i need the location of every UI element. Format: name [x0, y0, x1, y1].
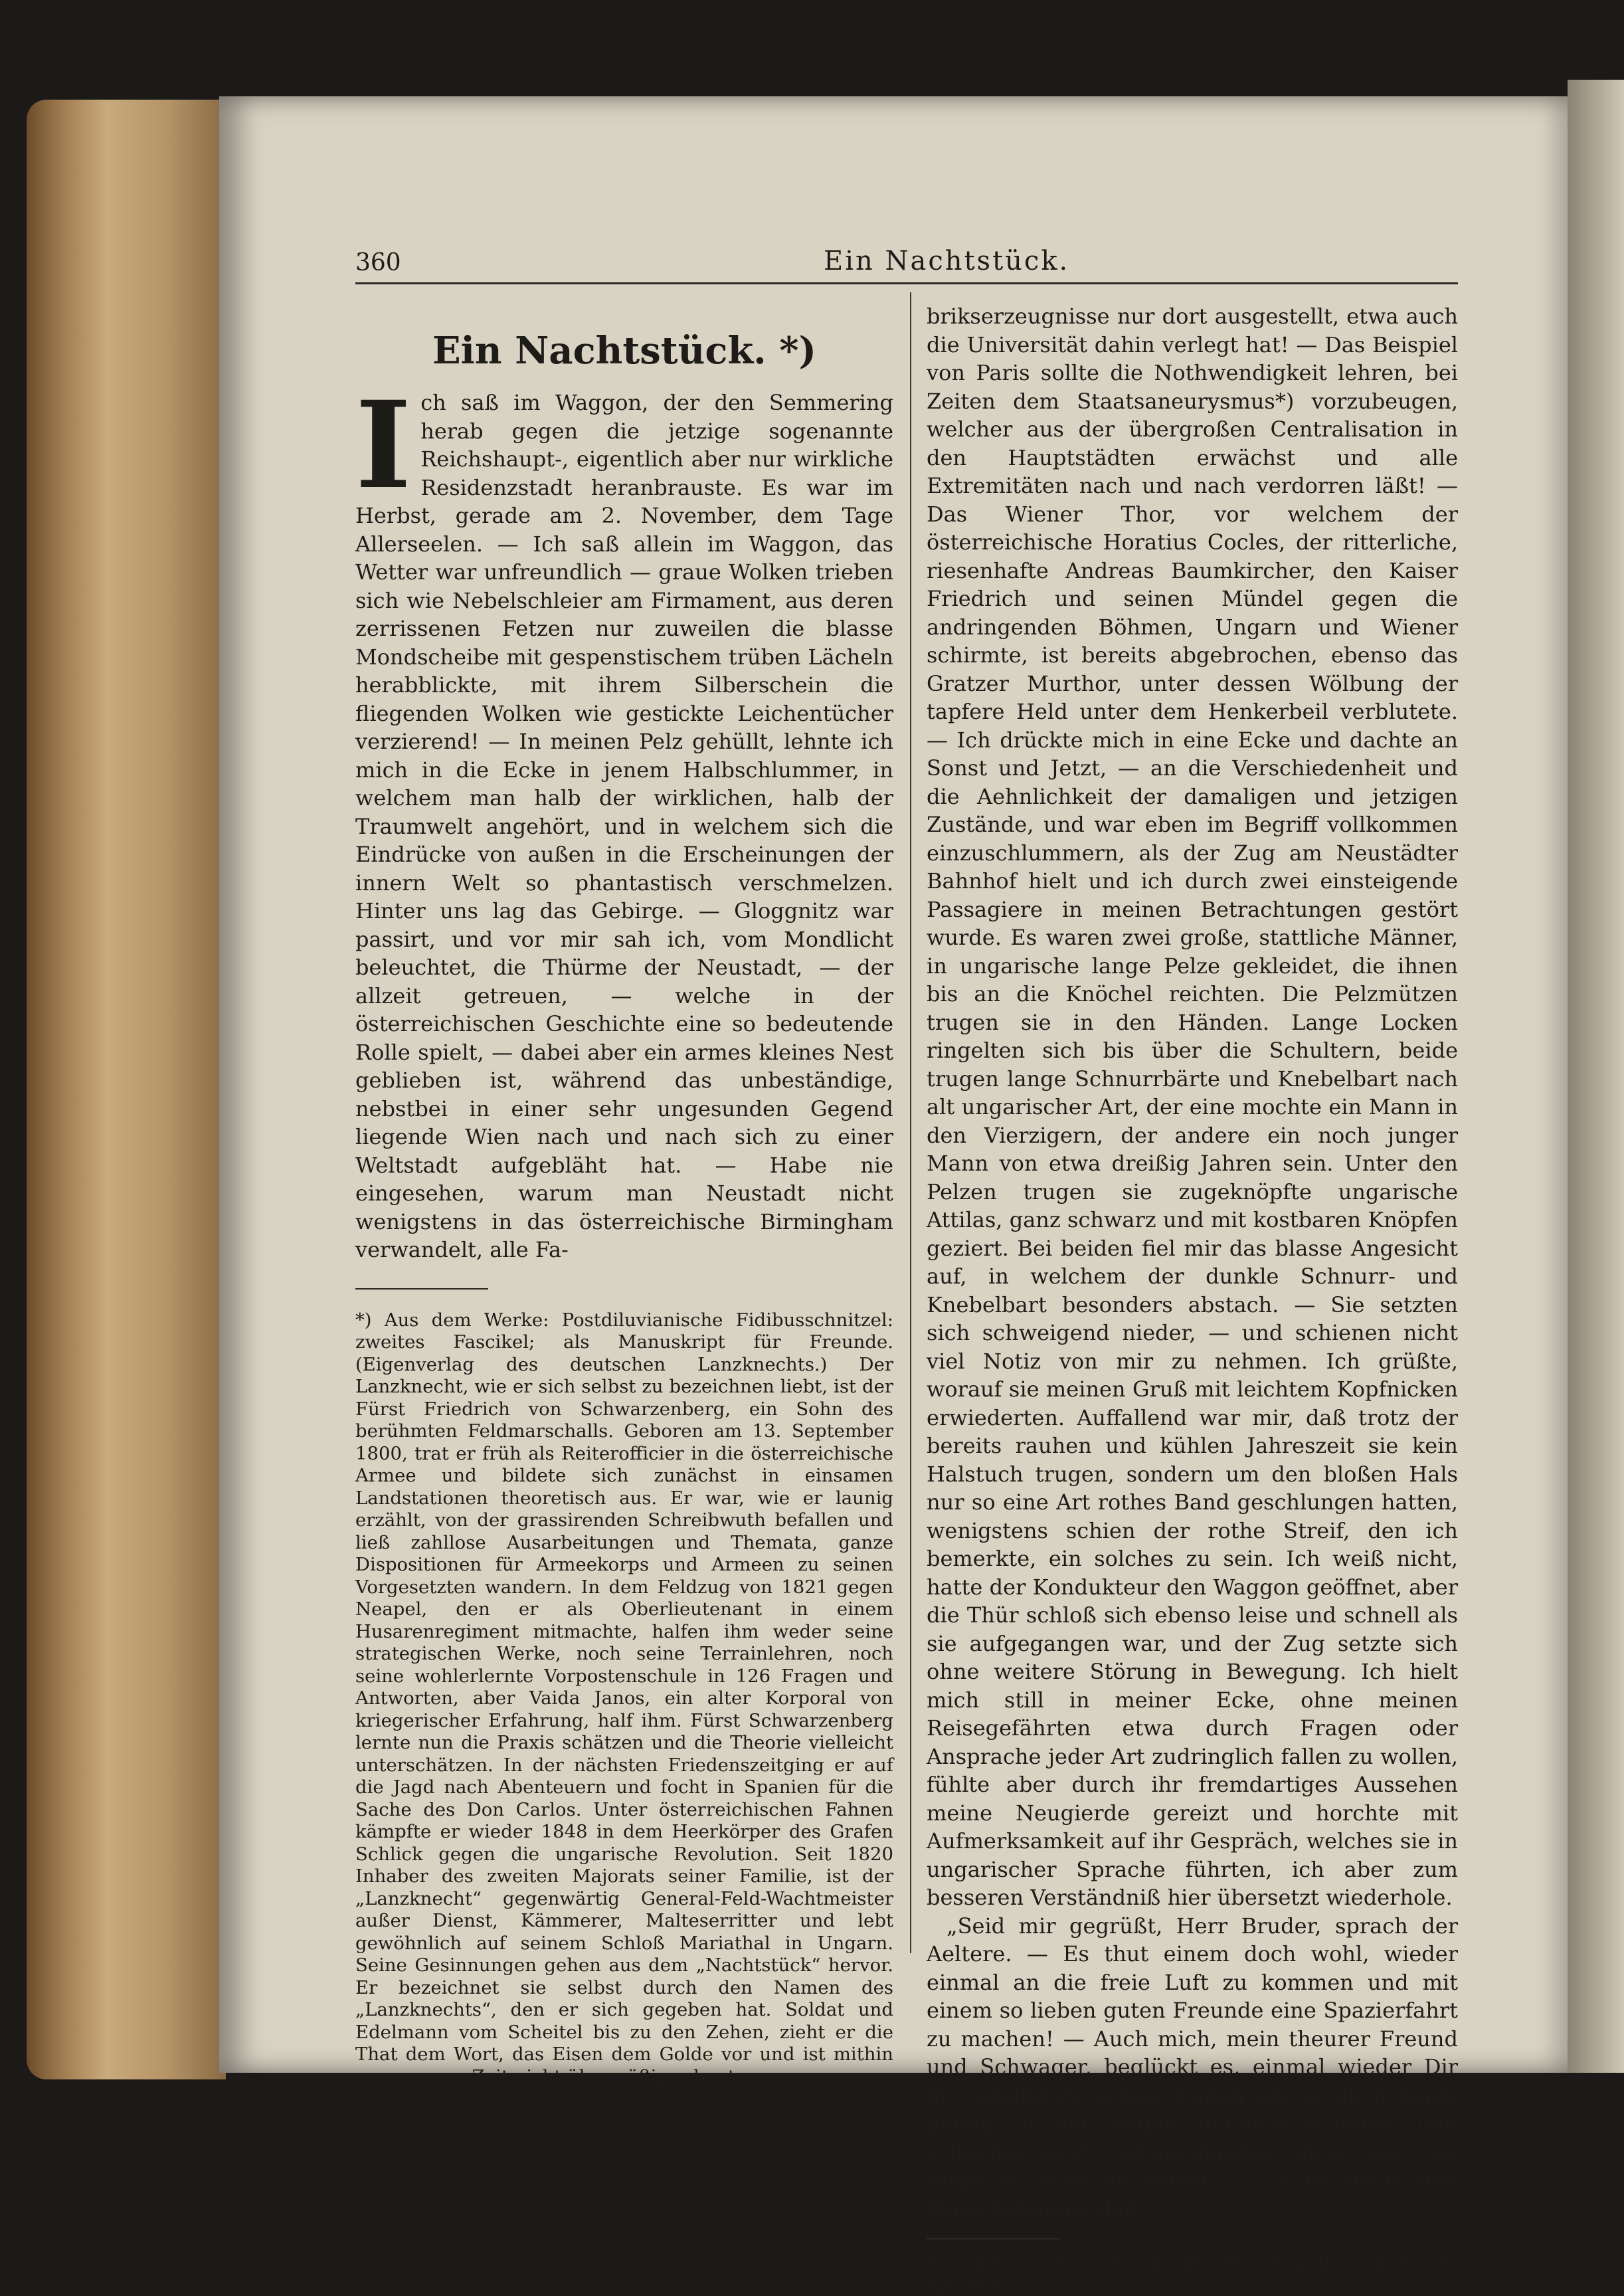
right-footnote: *) Aneurysmen sind krankhafte Erweiterungen der Arterien. [927, 2251, 1458, 2295]
drop-cap: I [355, 375, 412, 516]
running-title: Ein Nachtstück. [824, 246, 1070, 276]
left-column [355, 302, 893, 2088]
page-number: 360 [355, 249, 401, 276]
right-footnote-rule [927, 2238, 1059, 2240]
right-body-text: brikserzeugnisse nur dort ausgestellt, etwa auch die Universität dahin verlegt hat! — Das Beispiel von Paris sollte die Nothwendigkeit lehren, bei Zeiten dem Staatsaneurysmus*) vorzubeugen, welcher aus der übergroßen Centralisation in den Hauptstädten erwächst und alle Extremitäten nach und nach verdorren läßt! — Das Wiener Thor, vor welchem der österreichische Horatius Cocles, der ritterliche, riesenhafte Andreas Baumkircher, den Kaiser Friedrich und seinen Mündel gegen die andringenden Böhmen, Ungarn und Wiener schirmte, ist bereits abgebrochen, ebenso das Gratzer Murthor, unter dessen Wölbung der tapfere Held unter dem Henkerbeil verblutete. — Ich drückte mich in eine Ecke und dachte an Sonst und Jetzt, — an die Verschiedenheit und die Aehnlichkeit der damaligen und jetzigen Zustände, und war eben im Begriff vollkommen einzuschlummern, als der Zug am Neustädter Bahnhof hielt und ich durch zwei einsteigende Passagiere in meinen Betrachtungen gestört wurde. Es waren zwei große, stattliche Männer, in ungarische lange Pelze gekleidet, die ihnen bis an die Knöchel reichten. Die Pelzmützen trugen sie in den Händen. Lange Locken ringelten sich bis über die Schultern, beide trugen lange Schnurrbärte und Knebelbart nach alt ungarischer Art, der eine mochte ein Mann in den Vierzigern, der andere ein noch junger Mann von etwa dreißig Jahren sein. Unter den Pelzen trugen sie zugeknöpfte ungarische Attilas, ganz schwarz und mit kostbaren Knöpfen geziert. Bei beiden fiel mir das blasse Angesicht auf, in welchem der dunkle Schnurr- und Knebelbart besonders abstach. — Sie setzten sich schweigend nieder, — und schienen nicht viel Notiz von mir zu nehmen. Ich grüßte, worauf sie meinen Gruß mit leichtem Kopfnicken erwiederten. Auffallend war mir, daß trotz der bereits rauhen und kühlen Jahreszeit sie kein Halstuch trugen, sondern um den bloßen Hals nur so eine Art rothes Band geschlungen hatten, wenigstens schien der rothe Streif, den ich bemerkte, ein solches zu sein. Ich weiß nicht, hatte der Kondukteur den Waggon geöffnet, aber die Thür schloß sich ebenso leise und schnell als sie aufgegangen war, und der Zug setzte sich ohne weitere Störung in Bewegung. Ich hielt mich still in meiner Ecke, ohne meinen Reisegefährten etwa durch Fragen oder Ansprache jeder Art zudringlich fallen zu wollen, fühlte aber durch ihr fremdartiges Aussehen meine Neugierde gereizt und horchte mit Aufmerksamkeit auf ihr Gespräch, welches sie in ungarischer Sprache führten, ich aber zum besseren Verständniß hier übersetzt wiederhole. [927, 304, 1458, 1910]
left-footnote: *) Aus dem Werke: Postdiluvianische Fidibusschnitzel: zweites Fascikel; als Manuskript für Freunde. (Eigenverlag des deutschen Lanzknechts.) Der Lanzknecht, wie er sich selbst zu bezeichnen liebt, ist der Fürst Friedrich von Schwarzenberg, ein Sohn des berühmten Feldmarschalls. Geboren am 13. September 1800, trat er früh als Reiterofficier in die österreichische Armee und bildete sich zunächst in einsamen Landstationen theoretisch aus. Er war, wie er launig erzählt, von der grassirenden Schreibwuth befallen und ließ zahllose Ausarbeitungen und Themata, ganze Dispositionen für Armeekorps und Armeen zu seinen Vorgesetzten wandern. In dem Feldzug von 1821 gegen Neapel, den er als Oberlieutenant in einem Husarenregiment mitmachte, halfen ihm weder seine strategischen Werke, noch seine Terrainlehren, noch seine wohlerlernte Vorpostenschule in 126 Fragen und Antworten, aber Vaida Janos, ein alter Korporal von kriegerischer Erfahrung, half ihm. Fürst Schwarzenberg lernte nun die Praxis schätzen und die Theorie vielleicht unterschätzen. In der nächsten Friedenszeitging er auf die Jagd nach Abenteuern und focht in Spanien für die Sache des Don Carlos. Unter österreichischen Fahnen kämpfte er wieder 1848 in dem Heerkörper des Grafen Schlick gegen die ungarische Revolution. Seit 1820 Inhaber des zweiten Majorats seiner Familie, ist der „Lanzknecht“ gegenwärtig General-Feld-Wachtmeister außer Dienst, Kämmerer, Malteserritter und lebt gewöhnlich auf seinem Schloß Mariathal in Ungarn. Seine Gesinnungen gehen aus dem „Nachtstück“ hervor. Er bezeichnet sie selbst durch den Namen des „Lanzknechts“, den er sich gegeben hat. Soldat und Edelmann vom Scheitel bis zu den Zehen, zieht er die That dem Wort, das Eisen dem Golde vor und ist mithin von unserer Zeit nicht übermäßig erbaut. [355, 1309, 893, 2087]
article-title: Ein Nachtstück. *) [432, 329, 817, 373]
footnote-rule [355, 1288, 488, 1290]
right-column [927, 302, 1458, 2296]
column-divider [910, 292, 911, 1953]
left-body-text: ch saß im Waggon, der den Semmering herab gegen die jetzige sogenannte Reichshaupt-, eigentlich aber nur wirkliche Residenzstadt heranbrauste. Es war im Herbst, gerade am 2. November, dem Tage Allerseelen. — Ich saß allein im Waggon, das Wetter war unfreundlich — graue Wolken trieben sich wie Nebelschleier am Firmament, aus deren zerrissenen Fetzen nur zuweilen die blasse Mondscheibe mit gespenstischem trüben Lächeln herabblickte, mit ihrem Silberschein die fliegenden Wolken wie gestickte Leichentücher verzierend! — In meinen Pelz gehüllt, lehnte ich mich in die Ecke in jenem Halbschlummer, in welchem man halb der wirklichen, halb der Traumwelt angehört, und in welchem sich die Eindrücke von außen in die Erscheinungen der innern Welt so phantastisch verschmelzen. Hinter uns lag das Gebirge. — Gloggnitz war passirt, und vor mir sah ich, vom Mondlicht beleuchtet, die Thürme der Neustadt, — der allzeit getreuen, — welche in der österreichischen Geschichte eine so bedeutende Rolle spielt, — dabei aber ein armes kleines Nest geblieben ist, während das unbeständige, nebstbei in einer sehr ungesunden Gegend liegende Wien nach und nach sich zu einer Weltstadt aufgebläht hat. — Habe nie eingesehen, warum man Neustadt nicht wenigstens in das österreichische Birmingham verwandelt, alle Fa- [355, 390, 893, 1262]
header-rule [355, 282, 1458, 284]
facing-page-edge [1568, 80, 1624, 2073]
left-body-paragraph [355, 375, 893, 1264]
right-body-text-2: „Seid mir gegrüßt, Herr Bruder, sprach der Aeltere. — Es thut einem doch wohl, wieder einmal an die freie Luft zu kommen und mit einem so lieben guten Freunde eine Spazierfahrt zu machen! — Auch mich, mein theurer Freund und Schwager, beglückt es, einmal wieder Dir in's Antlitz zu sehen. Lagen wir ja doch lange genug in der engen dunklen Kammer und schliefen sanft nebeneinander, ohne uns von Auge zu Auge zu sehen. — Es ist doch eine Vergünstigung, daß [927, 1913, 1458, 2221]
book-page-edges [27, 100, 226, 2079]
